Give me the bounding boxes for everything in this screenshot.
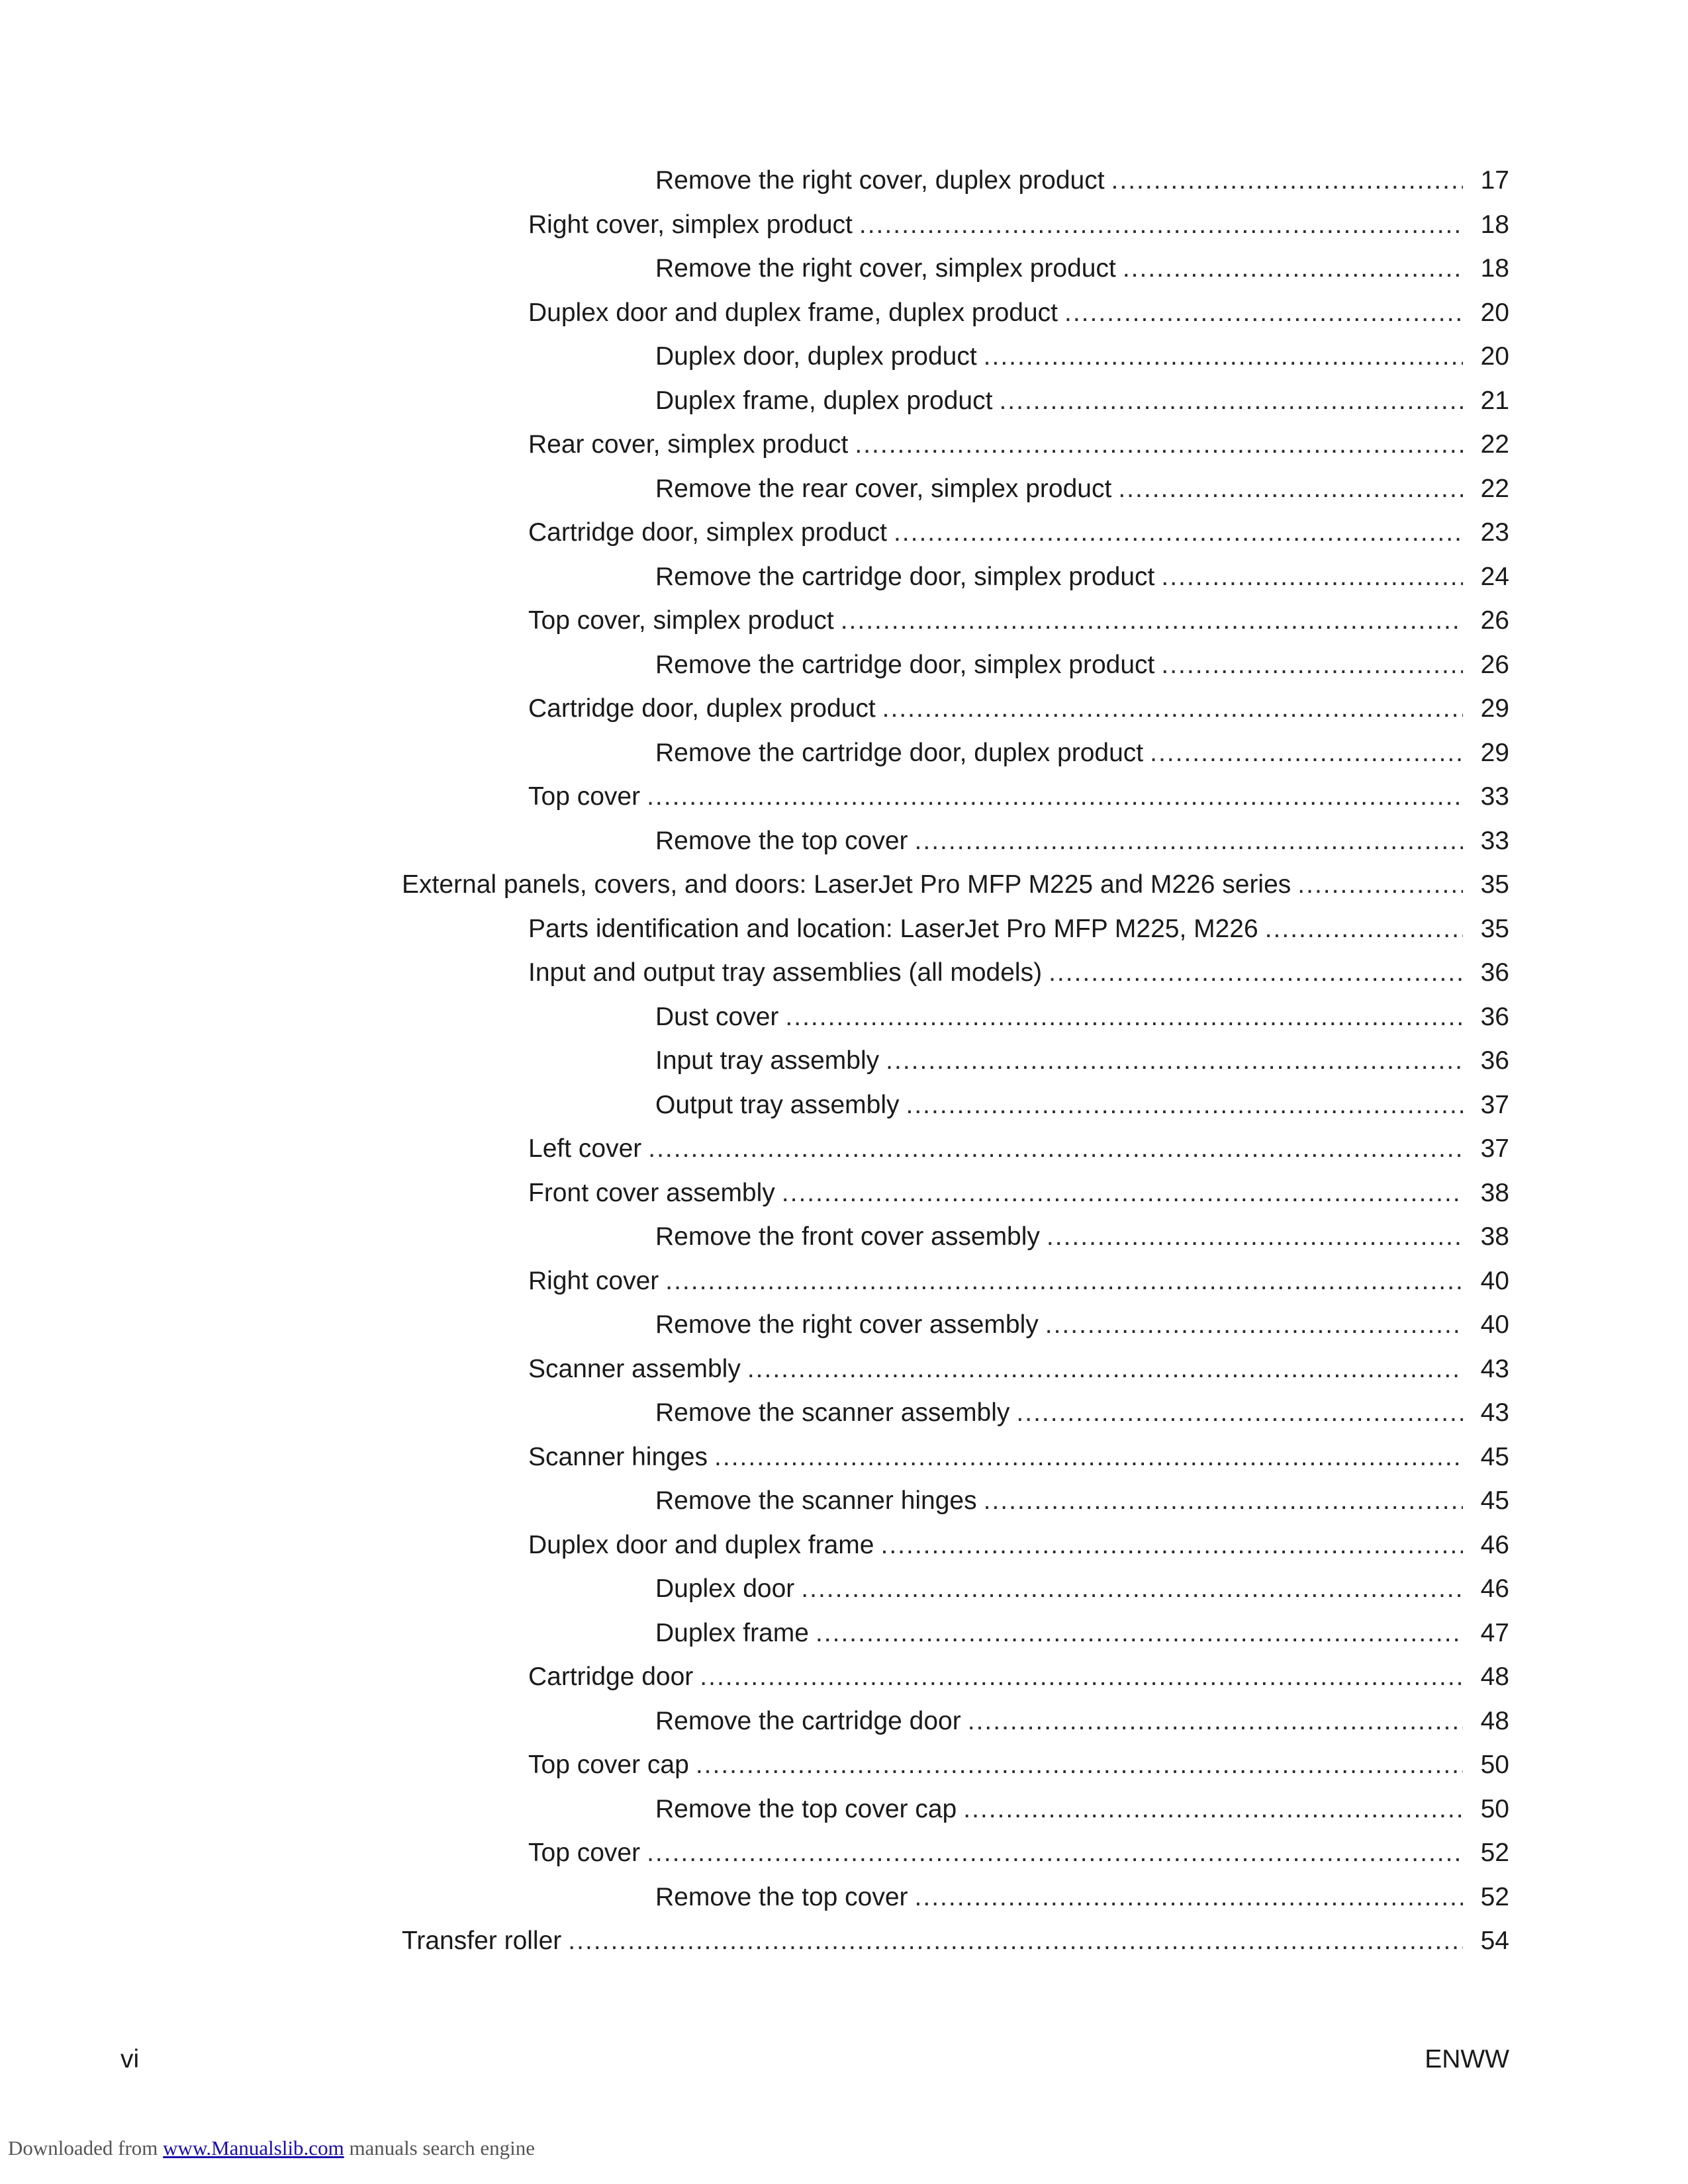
toc-dot-leader (882, 687, 1463, 731)
toc-entry-title: Top cover, simplex product (528, 606, 834, 635)
toc-dot-leader (984, 1479, 1463, 1524)
toc-entry-title: Remove the right cover, simplex product (655, 254, 1116, 283)
toc-dot-leader (1047, 1215, 1463, 1259)
toc-entry-title: Output tray assembly (655, 1090, 900, 1119)
toc-entry[interactable] (0, 335, 1688, 379)
toc-dot-leader (1118, 467, 1463, 512)
table-of-contents (0, 159, 1688, 1964)
toc-entry[interactable] (0, 467, 1688, 512)
toc-dot-leader (665, 1259, 1463, 1304)
toc-dot-leader (801, 1567, 1463, 1612)
toc-entry[interactable] (0, 555, 1688, 600)
toc-entry-page-number: 29 (1480, 738, 1509, 767)
download-note-suffix: manuals search engine (349, 2136, 536, 2160)
toc-dot-leader (841, 599, 1463, 643)
toc-entry[interactable] (0, 291, 1688, 336)
toc-entry[interactable] (0, 863, 1688, 907)
toc-entry-title: Cartridge door, duplex product (528, 694, 876, 723)
toc-entry-page-number: 33 (1480, 782, 1509, 811)
toc-entry-page-number: 48 (1480, 1706, 1509, 1735)
toc-entry[interactable] (0, 1347, 1688, 1392)
toc-entry-title: Top cover (528, 782, 641, 811)
toc-entry-page-number: 24 (1480, 562, 1509, 591)
toc-entry-page-number: 40 (1480, 1310, 1509, 1339)
toc-entry[interactable] (0, 687, 1688, 731)
toc-entry[interactable] (0, 1391, 1688, 1435)
toc-entry-page-number: 35 (1480, 914, 1509, 943)
toc-dot-leader (968, 1700, 1463, 1744)
toc-entry-title: Duplex door (655, 1574, 795, 1603)
toc-entry-title: Left cover (528, 1134, 642, 1163)
toc-entry[interactable] (0, 1435, 1688, 1480)
toc-dot-leader (1049, 951, 1463, 995)
toc-entry-title: Top cover (528, 1839, 641, 1867)
toc-entry[interactable] (0, 1788, 1688, 1832)
toc-entry-title: Remove the rear cover, simplex product (655, 474, 1112, 503)
toc-dot-leader (880, 1524, 1463, 1568)
toc-entry-title: Input tray assembly (655, 1046, 880, 1075)
toc-dot-leader (700, 1655, 1463, 1700)
toc-entry-title: Right cover, simplex product (528, 210, 853, 239)
toc-dot-leader (816, 1612, 1463, 1656)
toc-entry-title: Dust cover (655, 1002, 779, 1031)
toc-entry[interactable] (0, 1303, 1688, 1347)
toc-entry-page-number: 50 (1480, 1751, 1509, 1779)
toc-entry[interactable] (0, 1524, 1688, 1568)
toc-entry-page-number: 36 (1480, 1002, 1509, 1031)
toc-entry-title: Duplex frame (655, 1618, 809, 1647)
toc-entry[interactable] (0, 423, 1688, 467)
toc-entry-page-number: 38 (1480, 1178, 1509, 1207)
toc-entry-title: Duplex door and duplex frame, duplex product (528, 298, 1058, 327)
toc-entry-title: Remove the cartridge door (655, 1706, 961, 1735)
toc-entry-title: Remove the right cover, duplex product (655, 166, 1105, 195)
toc-entry[interactable] (0, 1259, 1688, 1304)
toc-entry-page-number: 38 (1480, 1222, 1509, 1251)
toc-entry-title: External panels, covers, and doors: LaserJet Pro MFP M225 and M226 series (402, 870, 1291, 899)
toc-entry[interactable] (0, 599, 1688, 643)
toc-entry-page-number: 50 (1480, 1794, 1509, 1823)
toc-entry[interactable] (0, 1743, 1688, 1788)
toc-entry-page-number: 22 (1480, 474, 1509, 503)
toc-dot-leader (894, 511, 1463, 555)
toc-dot-leader (785, 995, 1463, 1040)
toc-entry-page-number: 45 (1480, 1486, 1509, 1515)
toc-entry-page-number: 37 (1480, 1090, 1509, 1119)
manualslib-link[interactable]: www.Manualslib.com (163, 2136, 344, 2160)
toc-entry-page-number: 36 (1480, 1046, 1509, 1075)
toc-entry-page-number: 17 (1480, 166, 1509, 195)
toc-entry-page-number: 52 (1480, 1882, 1509, 1911)
toc-dot-leader (984, 335, 1463, 379)
toc-entry-title: Duplex door and duplex frame (528, 1530, 874, 1559)
toc-entry-page-number: 18 (1480, 210, 1509, 239)
toc-entry-page-number: 37 (1480, 1134, 1509, 1163)
toc-entry-title: Remove the top cover (655, 1882, 908, 1911)
toc-entry[interactable] (0, 643, 1688, 688)
toc-dot-leader (1064, 291, 1463, 336)
download-source-note (8, 2136, 535, 2160)
toc-dot-leader (915, 819, 1463, 864)
toc-entry-title: Transfer roller (402, 1927, 562, 1955)
toc-dot-leader (906, 1083, 1463, 1128)
toc-entry[interactable] (0, 907, 1688, 952)
toc-entry-title: Top cover cap (528, 1751, 689, 1779)
toc-dot-leader (855, 423, 1463, 467)
toc-entry-title: Scanner hinges (528, 1442, 708, 1471)
toc-entry[interactable] (0, 1567, 1688, 1612)
toc-entry[interactable] (0, 1083, 1688, 1128)
toc-entry[interactable] (0, 511, 1688, 555)
toc-dot-leader (915, 1876, 1463, 1920)
toc-entry[interactable] (0, 775, 1688, 819)
toc-dot-leader (1123, 247, 1463, 291)
toc-dot-leader (647, 1831, 1463, 1876)
toc-dot-leader (859, 203, 1463, 248)
toc-entry-page-number: 52 (1480, 1839, 1509, 1867)
toc-entry[interactable] (0, 1655, 1688, 1700)
toc-entry[interactable] (0, 1919, 1688, 1964)
toc-entry-page-number: 22 (1480, 430, 1509, 459)
toc-dot-leader (1265, 907, 1463, 952)
toc-dot-leader (648, 1127, 1463, 1171)
toc-entry-title: Remove the scanner assembly (655, 1398, 1010, 1427)
toc-entry[interactable] (0, 159, 1688, 203)
toc-entry-page-number: 20 (1480, 342, 1509, 371)
toc-entry-page-number: 43 (1480, 1354, 1509, 1383)
toc-entry-page-number: 21 (1480, 386, 1509, 415)
toc-dot-leader (886, 1039, 1463, 1083)
toc-entry-page-number: 26 (1480, 650, 1509, 679)
toc-entry[interactable] (0, 1039, 1688, 1083)
toc-entry-title: Rear cover, simplex product (528, 430, 849, 459)
toc-entry-title: Parts identification and location: LaserJet Pro MFP M225, M226 (528, 914, 1258, 943)
toc-entry-page-number: 33 (1480, 826, 1509, 855)
toc-entry-page-number: 46 (1480, 1530, 1509, 1559)
toc-entry-title: Remove the front cover assembly (655, 1222, 1040, 1251)
footer-document-code: ENWW (1425, 2045, 1509, 2073)
toc-entry-page-number: 47 (1480, 1618, 1509, 1647)
toc-entry-title: Duplex frame, duplex product (655, 386, 993, 415)
toc-dot-leader (1045, 1303, 1463, 1347)
toc-dot-leader (782, 1171, 1463, 1216)
toc-entry[interactable] (0, 379, 1688, 424)
toc-dot-leader (1111, 159, 1463, 203)
toc-dot-leader (696, 1743, 1463, 1788)
toc-entry[interactable] (0, 995, 1688, 1040)
toc-entry-title: Scanner assembly (528, 1354, 741, 1383)
toc-entry[interactable] (0, 203, 1688, 248)
toc-entry-title: Remove the scanner hinges (655, 1486, 977, 1515)
toc-entry-title: Cartridge door, simplex product (528, 518, 887, 547)
toc-entry-title: Remove the top cover (655, 826, 908, 855)
toc-entry[interactable] (0, 1700, 1688, 1744)
toc-dot-leader (1161, 555, 1463, 600)
toc-entry-page-number: 46 (1480, 1574, 1509, 1603)
download-note-prefix: Downloaded from (8, 2136, 158, 2160)
toc-entry-title: Cartridge door (528, 1662, 694, 1691)
toc-entry-title: Remove the top cover cap (655, 1794, 957, 1823)
toc-entry-title: Remove the cartridge door, simplex product (655, 650, 1155, 679)
toc-entry-title: Remove the cartridge door, duplex product (655, 738, 1144, 767)
toc-entry[interactable] (0, 247, 1688, 291)
toc-dot-leader (1297, 863, 1463, 907)
toc-entry[interactable] (0, 951, 1688, 995)
toc-entry-page-number: 35 (1480, 870, 1509, 899)
toc-entry[interactable] (0, 819, 1688, 864)
toc-entry-page-number: 43 (1480, 1398, 1509, 1427)
toc-entry-page-number: 23 (1480, 518, 1509, 547)
toc-entry-title: Front cover assembly (528, 1178, 775, 1207)
toc-dot-leader (1161, 643, 1463, 688)
toc-entry[interactable] (0, 731, 1688, 776)
toc-dot-leader (714, 1435, 1463, 1480)
toc-entry[interactable] (0, 1479, 1688, 1524)
toc-entry[interactable] (0, 1171, 1688, 1216)
footer-page-number: vi (120, 2045, 140, 2073)
toc-entry-page-number: 54 (1480, 1927, 1509, 1955)
toc-entry-page-number: 26 (1480, 606, 1509, 635)
toc-entry[interactable] (0, 1876, 1688, 1920)
toc-dot-leader (1150, 731, 1463, 776)
toc-dot-leader (999, 379, 1463, 424)
toc-entry-page-number: 40 (1480, 1266, 1509, 1295)
toc-entry-title: Input and output tray assemblies (all models) (528, 958, 1043, 987)
toc-entry-page-number: 29 (1480, 694, 1509, 723)
toc-dot-leader (963, 1788, 1463, 1832)
toc-dot-leader (647, 775, 1463, 819)
toc-entry-title: Right cover (528, 1266, 659, 1295)
toc-entry-page-number: 48 (1480, 1662, 1509, 1691)
toc-dot-leader (747, 1347, 1463, 1392)
toc-dot-leader (1016, 1391, 1463, 1435)
toc-entry[interactable] (0, 1612, 1688, 1656)
toc-entry-title: Duplex door, duplex product (655, 342, 977, 371)
toc-entry-page-number: 36 (1480, 958, 1509, 987)
toc-entry-title: Remove the cartridge door, simplex product (655, 562, 1155, 591)
toc-entry[interactable] (0, 1831, 1688, 1876)
toc-entry-page-number: 45 (1480, 1442, 1509, 1471)
toc-dot-leader (568, 1919, 1463, 1964)
toc-entry-title: Remove the right cover assembly (655, 1310, 1039, 1339)
toc-entry-page-number: 18 (1480, 254, 1509, 283)
toc-entry-page-number: 20 (1480, 298, 1509, 327)
toc-entry[interactable] (0, 1127, 1688, 1171)
toc-entry[interactable] (0, 1215, 1688, 1259)
